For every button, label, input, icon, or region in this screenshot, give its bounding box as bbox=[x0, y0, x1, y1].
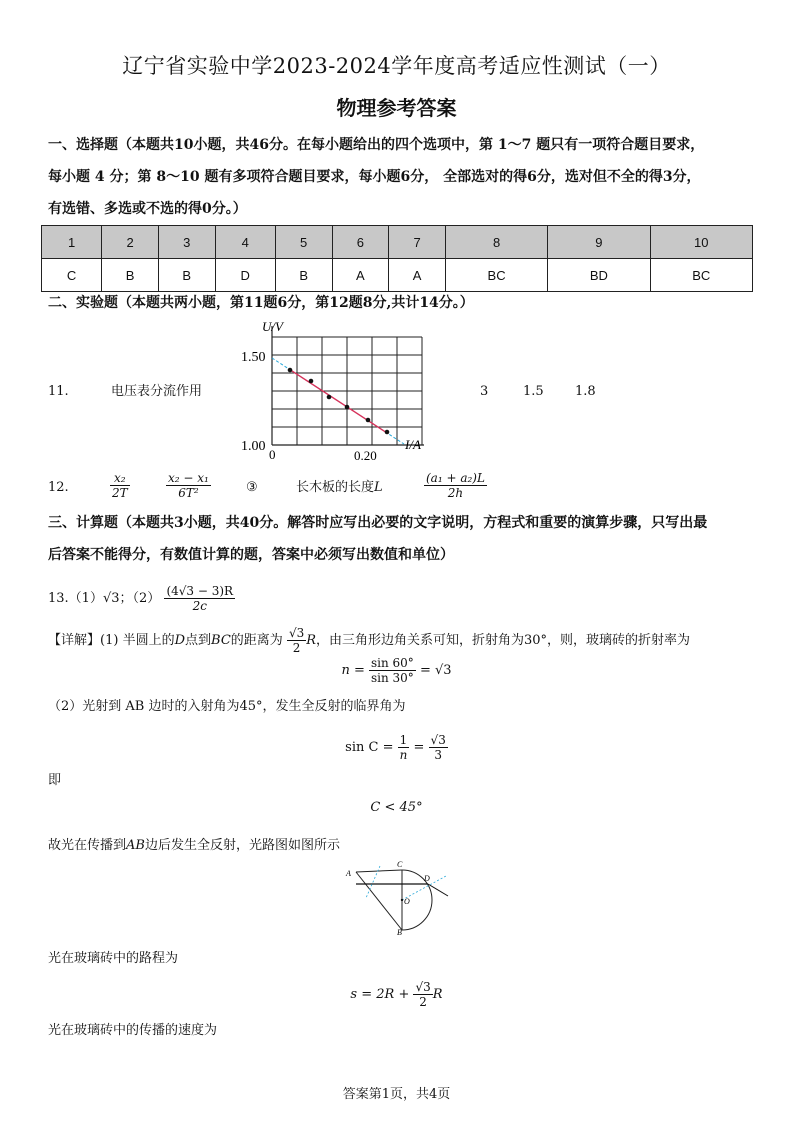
q13-part2-text: （2）光射到 AB 边时的入射角为45°，发生全反射的临界角为 bbox=[48, 699, 406, 714]
eq-sin-num2: √3 bbox=[430, 733, 446, 747]
detail-symbol-d: D bbox=[174, 633, 186, 648]
section3-line2: 后答案不能得分，有数值计算的题，答案中必须写出数值和单位） bbox=[48, 547, 454, 563]
answer-cell: D bbox=[215, 259, 275, 292]
answer-cell: B bbox=[158, 259, 215, 292]
label-c: C bbox=[397, 860, 403, 869]
eq-s-lhs: s = 2R + bbox=[350, 987, 410, 1002]
eq-n-rhs: = √3 bbox=[419, 663, 452, 678]
section2-heading: 二、实验题（本题共两小题，第11题6分，第12题8分,共计14分。） bbox=[48, 295, 474, 311]
light-path-diagram bbox=[340, 858, 452, 936]
question-number-cell: 9 bbox=[548, 226, 650, 259]
edge-ab bbox=[356, 872, 402, 930]
data-point bbox=[385, 430, 390, 435]
answer-cell: C bbox=[42, 259, 102, 292]
q11-value-2: 1.5 bbox=[523, 384, 544, 399]
eq-sin-den: n bbox=[399, 748, 408, 762]
speed-text: 光在玻璃砖中的传播的速度为 bbox=[48, 1023, 218, 1038]
question-number-cell: 8 bbox=[445, 226, 547, 259]
origin-label: 0 bbox=[269, 447, 276, 462]
q12-f2-num: x₂ − x₁ bbox=[168, 471, 209, 485]
q12-length-symbol: L bbox=[374, 480, 383, 495]
q11-value-1: 3 bbox=[480, 384, 489, 399]
q11-number: 11. bbox=[48, 384, 69, 399]
answer-cell: B bbox=[102, 259, 159, 292]
q11-value-3: 1.8 bbox=[575, 384, 596, 399]
data-point bbox=[366, 418, 371, 423]
q12-number: 12. bbox=[48, 480, 69, 495]
eq-sin-lhs: sin C = bbox=[345, 740, 394, 755]
fit-line bbox=[290, 370, 388, 434]
question-number-cell: 3 bbox=[158, 226, 215, 259]
path-length-text: 光在玻璃砖中的路程为 bbox=[48, 951, 179, 966]
question-number-cell: 4 bbox=[215, 226, 275, 259]
y-bottom-tick-label: 1.00 bbox=[241, 439, 266, 454]
q11-answer-text: 电压表分流作用 bbox=[111, 384, 203, 399]
answer-cell: BC bbox=[445, 259, 547, 292]
eq-s-num: √3 bbox=[415, 980, 431, 994]
total-reflection-text-b: 边后发生全反射，光路图如图所示 bbox=[144, 838, 340, 853]
label-o: O bbox=[404, 897, 410, 906]
x-tick-label: 0.20 bbox=[354, 448, 377, 462]
y-axis-label: U/V bbox=[262, 319, 283, 334]
q11-ui-graph bbox=[236, 318, 426, 462]
q13-label: 13.（1） bbox=[48, 591, 103, 606]
section1-line2: 每小题 4 分；第 8～10 题有多项符合题目要求，每小题6分， 全部选对的得6分，选对但不全的得3分， bbox=[48, 169, 701, 185]
eq-n-num: sin 60° bbox=[371, 656, 414, 670]
q12-f1-den: 2T bbox=[112, 486, 128, 500]
detail-text-1d: ，由三角形边角关系可知，折射角为30°，则，玻璃砖的折射率为 bbox=[316, 633, 691, 648]
x-axis-label: I/A bbox=[405, 437, 421, 452]
question-number-cell: 1 bbox=[42, 226, 102, 259]
q12-f3-den: 2h bbox=[447, 486, 464, 500]
q13-answer-1: √3 bbox=[102, 591, 120, 606]
eq-s-r: R bbox=[432, 987, 443, 1002]
q12-formula-1 bbox=[110, 471, 130, 500]
detail-symbol-r: R bbox=[306, 633, 317, 648]
total-reflection-symbol-ab: AB bbox=[126, 838, 145, 853]
eq-n-lhs: n = bbox=[341, 663, 365, 678]
eq-sin-mid: = bbox=[413, 740, 425, 755]
data-point bbox=[345, 405, 350, 410]
q13-answers bbox=[48, 584, 235, 613]
answer-table-header-row bbox=[42, 226, 753, 259]
q12-f2-den: 6T² bbox=[178, 486, 199, 500]
ji-text: 即 bbox=[48, 773, 62, 788]
q12-circled-number: ③ bbox=[246, 480, 258, 495]
answer-cell: BC bbox=[650, 259, 752, 292]
q12-text bbox=[296, 479, 383, 497]
page-title: 辽宁省实验中学2023-2024学年度高考适应性测试（一） bbox=[122, 54, 671, 78]
data-point bbox=[309, 379, 314, 384]
eq-sin-num: 1 bbox=[398, 733, 410, 748]
center-point bbox=[401, 899, 403, 901]
label-d: D bbox=[424, 874, 430, 883]
data-point bbox=[288, 368, 293, 373]
detail-frac-den: 2 bbox=[292, 641, 301, 655]
graph-grid bbox=[272, 337, 422, 445]
question-number-cell: 2 bbox=[102, 226, 159, 259]
q13-answer-2-den: 2c bbox=[192, 599, 207, 613]
section1-line1: 一、选择题（本题共10小题，共46分。在每小题给出的四个选项中，第 1～7 题只有一项符合题目要求， bbox=[48, 137, 705, 153]
eq-sin-den2: 3 bbox=[434, 748, 442, 762]
total-reflection-text-a: 故光在传播到 bbox=[48, 838, 127, 853]
eq-s-den: 2 bbox=[419, 995, 427, 1009]
data-point bbox=[327, 395, 332, 400]
detail-text-1c: 的距离为 bbox=[230, 633, 283, 648]
q13-separator: ；（2） bbox=[119, 591, 161, 606]
detail-label: 【详解】 bbox=[48, 633, 101, 648]
q12-f3-num: (a₁ + a₂)L bbox=[426, 471, 485, 485]
detail-symbol-bc: BC bbox=[211, 633, 231, 648]
question-number-cell: 7 bbox=[389, 226, 446, 259]
label-a: A bbox=[346, 869, 351, 878]
answer-cell: A bbox=[389, 259, 446, 292]
page-subtitle: 物理参考答案 bbox=[336, 96, 457, 120]
section3-line1: 三、计算题（本题共3小题，共40分。解答时应写出必要的文字说明，方程式和重要的演算步骤，只写出最 bbox=[48, 515, 708, 531]
edge-ac bbox=[356, 870, 402, 872]
q13-detail-line bbox=[48, 626, 758, 655]
question-number-cell: 5 bbox=[275, 226, 332, 259]
answer-cell: B bbox=[275, 259, 332, 292]
q12-formula-3 bbox=[424, 471, 487, 500]
equation-c-less-45: C < 45° bbox=[370, 800, 423, 815]
equation-refractive-index bbox=[0, 656, 793, 685]
equation-critical-angle bbox=[0, 733, 793, 762]
page-footer: 答案第1页，共4页 bbox=[342, 1087, 451, 1102]
answer-table bbox=[41, 225, 753, 292]
answer-cell: A bbox=[332, 259, 389, 292]
question-number-cell: 6 bbox=[332, 226, 389, 259]
q13-answer-2-num: (4√3 − 3)R bbox=[166, 584, 234, 598]
total-reflection-text bbox=[48, 837, 340, 855]
eq-n-den: sin 30° bbox=[371, 671, 414, 685]
y-top-tick-label: 1.50 bbox=[241, 350, 266, 365]
q12-text-label: 长木板的长度 bbox=[296, 480, 375, 495]
q12-formula-2 bbox=[166, 471, 211, 500]
question-number-cell: 10 bbox=[650, 226, 752, 259]
detail-frac-num: √3 bbox=[288, 626, 305, 640]
answer-cell: BD bbox=[548, 259, 650, 292]
q12-f1-num: x₂ bbox=[110, 471, 130, 486]
equation-path-length bbox=[0, 980, 793, 1009]
detail-text-1b: 点到 bbox=[185, 633, 212, 648]
label-b: B bbox=[397, 928, 402, 936]
detail-text-1a: (1) 半圆上的 bbox=[100, 633, 175, 648]
section1-line3: 有选错、多选或不选的得0分。） bbox=[48, 201, 247, 217]
